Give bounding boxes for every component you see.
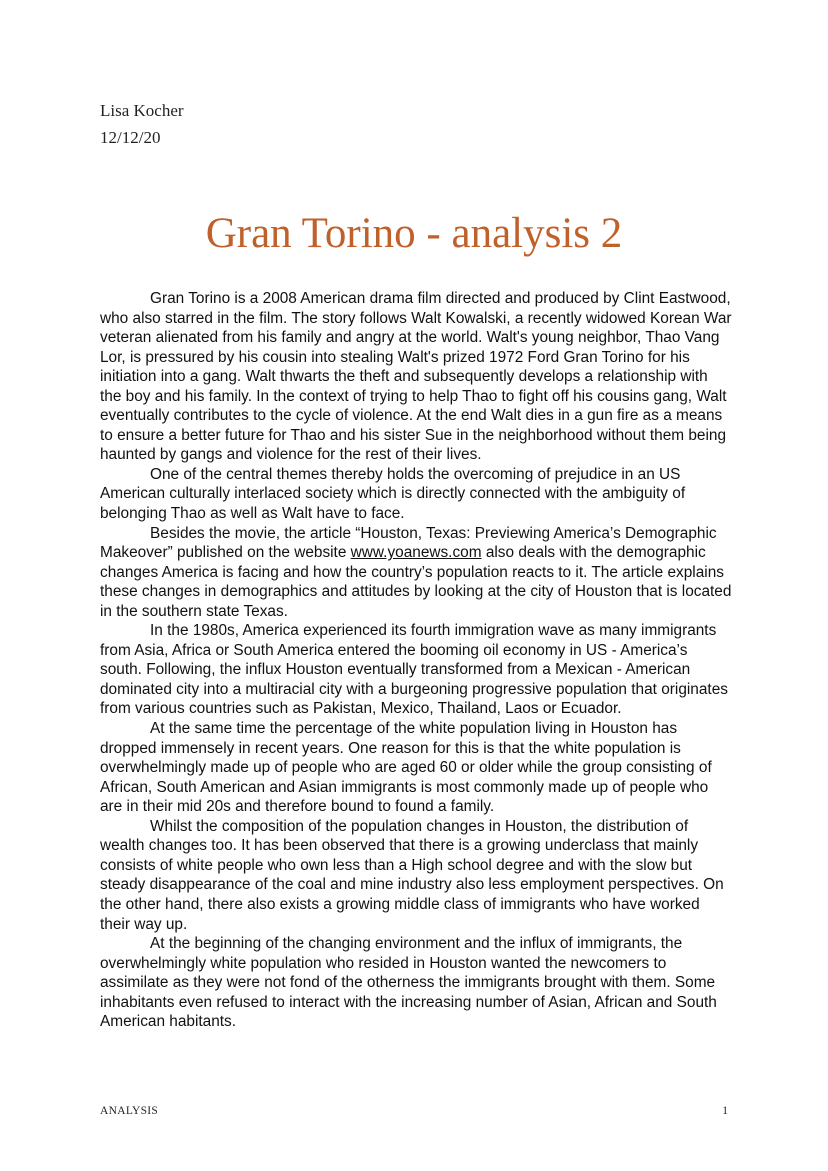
document-body bbox=[100, 289, 733, 1032]
paragraph bbox=[100, 524, 733, 622]
document-title: Gran Torino - analysis 2 bbox=[205, 210, 623, 257]
author-name: Lisa Kocher bbox=[100, 101, 184, 120]
paragraph: At the beginning of the changing environment and the influx of immigrants, the overwhelmingly white population who resided in Houston wanted the newcomers to assimilate as they were not fond of the otherness the immigrants brought with them. Some inhabitants even refused to interact with the increasing number of Asian, African and South American habitants. bbox=[100, 935, 717, 1031]
paragraph: At the same time the percentage of the white population living in Houston has dropped immensely in recent years. One reason for this is that the white population is overwhelmingly made up of people who are aged 60 or older while the group consisting of African, South American and Asian immigrants is most commonly made up of people who are in their mid 20s and therefore bound to found a family. bbox=[100, 720, 712, 816]
paragraph-text: also deals with the demographic changes America is facing and how the country’s population reacts to it. The article explains these changes in demographics and attitudes by looking at the city of Houston that is located in the southern state Texas. bbox=[100, 544, 732, 620]
paragraph: Whilst the composition of the population changes in Houston, the distribution of wealth changes too. It has been observed that there is a growing underclass that mainly consists of white people who own less than a High school degree and with the slow but steady disappearance of the coal and mine industry also less employment perspectives. On the other hand, there also exists a growing middle class of immigrants who have worked their way up. bbox=[100, 817, 724, 933]
paragraph: Gran Torino is a 2008 American drama film directed and produced by Clint Eastwood, who also starred in the film. The story follows Walt Kowalski, a recently widowed Korean War veteran alienated from his family and angry at the world. Walt's young neighbor, Thao Vang Lor, is pressured by his cousin into stealing Walt's prized 1972 Ford Gran Torino for his initiation into a gang. Walt thwarts the theft and subsequently develops a relationship with the boy and his family. In the context of trying to help Thao to fight off his cousins gang, Walt eventually contributes to the cycle of violence. At the end Walt dies in a gun fire as a means to ensure a better future for Thao and his sister Sue in the neighborhood without them being haunted by gangs and violence for the rest of their lives. bbox=[100, 290, 732, 464]
paragraph: In the 1980s, America experienced its fourth immigration wave as many immigrants from Asia, Africa or South America entered the booming oil economy in US - America’s south. Following, the influx Houston eventually transformed from a Mexican - American dominated city into a multiracial city with a burgeoning progressive population that originates from various countries such as Pakistan, Mexico, Thailand, Laos or Ecuador. bbox=[100, 622, 728, 718]
document-date: 12/12/20 bbox=[100, 128, 161, 147]
website-link[interactable]: www.yoanews.com bbox=[350, 544, 482, 562]
paragraph-text: Besides the movie, the article “Houston, Texas: Previewing America’s Demographic Makeover” published on the website bbox=[100, 524, 717, 562]
paragraph: One of the central themes thereby holds the overcoming of prejudice in an US American culturally interlaced society which is directly connected with the ambiguity of belonging Thao as well as Walt have to face. bbox=[100, 465, 686, 523]
footer-label: ANALYSIS bbox=[100, 1105, 159, 1117]
page-number: 1 bbox=[722, 1105, 728, 1117]
